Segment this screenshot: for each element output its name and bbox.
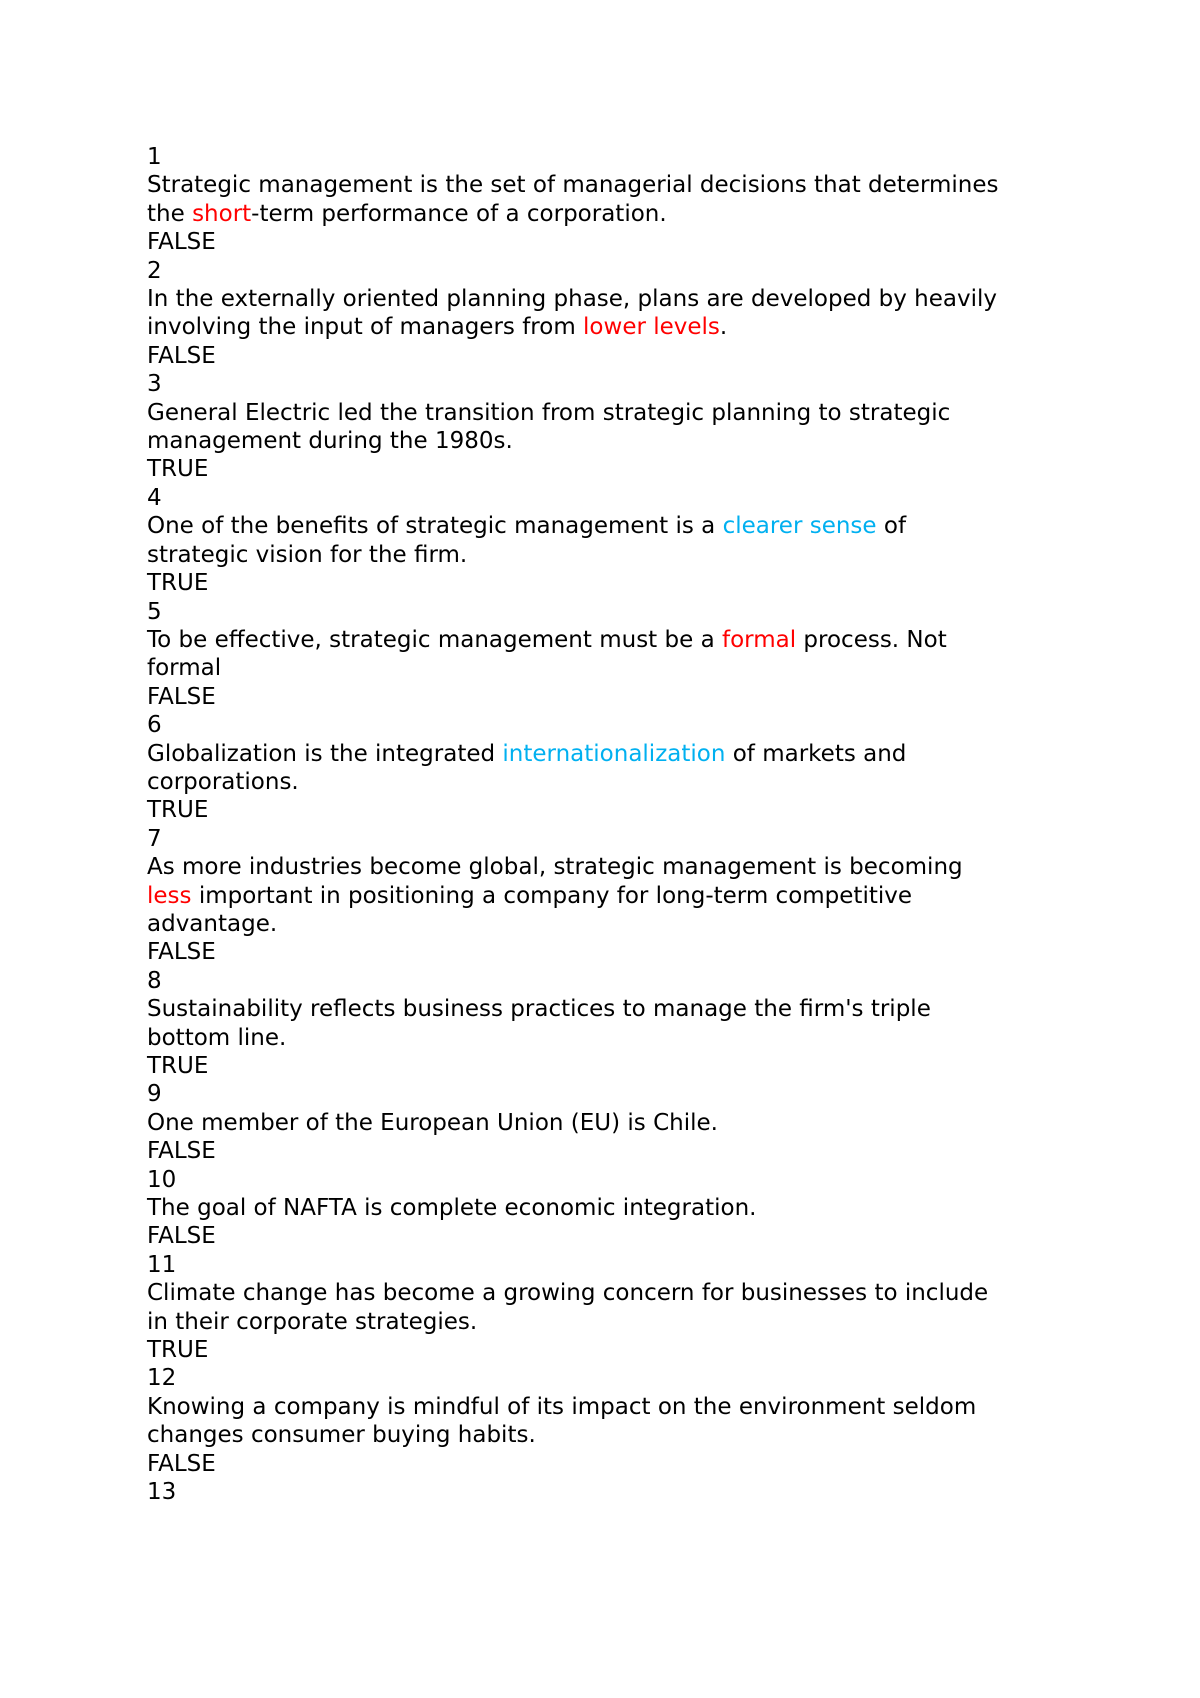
- question-number: 9: [147, 1081, 162, 1108]
- answer-label: FALSE: [147, 1138, 216, 1165]
- question-text-line: In the externally oriented planning phase, plans are developed by heavily: [147, 286, 997, 313]
- question-item: [147, 598, 1087, 712]
- question-text-line: One of the benefits of strategic management is a clearer sense of: [147, 513, 907, 540]
- highlighted-term: internationalization: [502, 740, 726, 767]
- answer-label: TRUE: [147, 570, 209, 597]
- question-number: 3: [147, 371, 162, 398]
- question-text-line: The goal of NAFTA is complete economic integration.: [147, 1195, 757, 1222]
- answer-label: TRUE: [147, 1053, 209, 1079]
- question-item: [147, 1166, 1087, 1251]
- question-item: [147, 143, 1087, 257]
- answer-label: FALSE: [147, 939, 216, 966]
- question-number: 13: [147, 1479, 177, 1506]
- question-item: [147, 257, 1087, 371]
- question-item: [147, 484, 1087, 598]
- question-number: 10: [147, 1166, 177, 1193]
- answer-label: TRUE: [147, 797, 209, 824]
- question-number: 7: [147, 825, 162, 852]
- question-item: [147, 1478, 1087, 1506]
- question-number: 2: [147, 257, 162, 284]
- highlighted-term: formal: [721, 626, 797, 653]
- answer-label: FALSE: [147, 229, 216, 256]
- question-number: 8: [147, 967, 162, 994]
- highlighted-term: lower levels: [583, 314, 720, 341]
- question-number: 11: [147, 1251, 177, 1278]
- question-text-line: changes consumer buying habits.: [147, 1422, 536, 1449]
- answer-label: TRUE: [147, 456, 209, 483]
- question-number: 4: [147, 484, 162, 511]
- question-text-line: less important in positioning a company for long-term competitive: [147, 882, 913, 909]
- answer-label: FALSE: [147, 342, 216, 369]
- answer-label: FALSE: [147, 683, 216, 710]
- question-text-line: One member of the European Union (EU) is Chile.: [147, 1109, 718, 1136]
- question-item: [147, 1080, 1087, 1165]
- question-number: 5: [147, 598, 162, 625]
- question-text-line: formal: [147, 655, 222, 682]
- question-number: 12: [147, 1365, 177, 1392]
- question-text-line: advantage.: [147, 910, 278, 937]
- question-text-line: Knowing a company is mindful of its impact on the environment seldom: [147, 1393, 977, 1420]
- highlighted-term: clearer sense: [722, 513, 877, 540]
- question-item: [147, 825, 1087, 967]
- question-number: 6: [147, 712, 162, 739]
- question-item: [147, 711, 1087, 825]
- answer-label: FALSE: [147, 1223, 216, 1250]
- answer-label: FALSE: [147, 1450, 216, 1477]
- question-text-line: General Electric led the transition from strategic planning to strategic: [147, 399, 951, 426]
- question-text-line: bottom line.: [147, 1024, 287, 1051]
- question-text-line: strategic vision for the firm.: [147, 541, 468, 568]
- question-item: [147, 967, 1087, 1081]
- answer-label: TRUE: [147, 1337, 209, 1364]
- question-item: [147, 370, 1087, 484]
- question-text-line: To be effective, strategic management must be a formal process. Not: [147, 626, 947, 653]
- question-text-line: As more industries become global, strategic management is becoming: [147, 854, 963, 881]
- question-text-line: management during the 1980s.: [147, 428, 513, 455]
- question-text-line: Sustainability reflects business practices to manage the firm's triple: [147, 996, 931, 1023]
- question-text-line: involving the input of managers from lower levels.: [147, 314, 728, 341]
- question-text-line: Globalization is the integrated internationalization of markets and: [147, 740, 907, 767]
- highlighted-term: less: [147, 882, 192, 909]
- question-text-line: Strategic management is the set of managerial decisions that determines: [147, 172, 999, 199]
- question-item: [147, 1364, 1087, 1478]
- document-page: [147, 143, 1087, 1507]
- question-item: [147, 1251, 1087, 1365]
- question-text-line: corporations.: [147, 768, 299, 795]
- highlighted-term: short: [192, 200, 252, 227]
- question-text-line: the short-term performance of a corporation.: [147, 200, 667, 227]
- question-text-line: in their corporate strategies.: [147, 1308, 478, 1335]
- question-number: 1: [147, 144, 162, 170]
- question-text-line: Climate change has become a growing concern for businesses to include: [147, 1280, 989, 1307]
